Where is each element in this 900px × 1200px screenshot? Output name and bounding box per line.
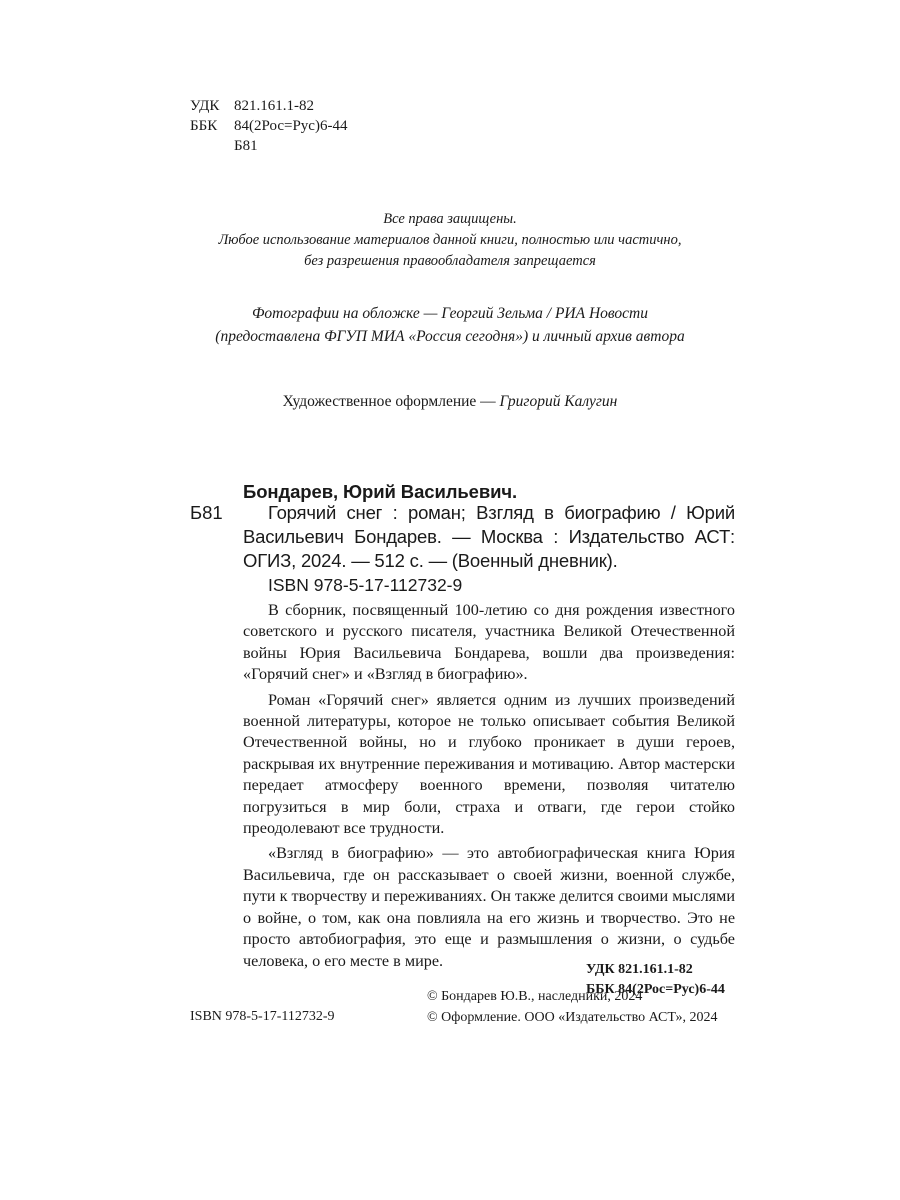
- bibliography-description: Горячий снег : роман; Взгляд в биографию / Юрий Васильевич Бондарев. — Москва : Издательство АСТ: ОГИЗ, 2024. — 512 с. — (Военный дневник).: [243, 502, 735, 571]
- design-credit: [190, 391, 710, 413]
- annotation-paragraph-3: «Взгляд в биографию» — это автобиографическая книга Юрия Васильевича, где он рассказывает о своей жизни, военной службе, пути к творчеству и переживаниях. Он также делится своими мыслями о войне, о том, как она повлияла на его жизнь и творчество. Это не просто автобиография, это еще и размышления о жизни, о судьбе человека, о его месте в мире.: [243, 844, 735, 970]
- author-mark-row: [190, 136, 347, 156]
- design-credit-label: Художественное оформление —: [282, 393, 500, 410]
- photo-credits-line-2: (предоставлена ФГУП МИА «Россия сегодня») и личный архив автора: [215, 328, 685, 345]
- photo-credits: [190, 302, 710, 348]
- bbk-value: 84(2Рос=Рус)6-44: [234, 118, 348, 134]
- photo-credits-line-1: Фотографии на обложке — Георгий Зельма / РИА Новости: [251, 305, 649, 322]
- udk-bottom: УДК 821.161.1-82: [586, 962, 693, 977]
- annotation-paragraph-1: В сборник, посвященный 100-летию со дня рождения известного советского и русского писателя, участника Великой Отечественной войны Юрия Васильевича Бондарева, вошли два произведения: «Горячий снег» и «Взгляд в биографию».: [243, 601, 735, 684]
- annotation-paragraph-2: Роман «Горячий снег» является одним из лучших произведений военной литературы, которое не только описывает события Великой Отечественной войны, но и глубоко проникает в души героев, раскрывая их внутренние переживания и мотивацию. Автор мастерски передает атмосферу военного времени, позволяя читателю погрузиться в мир боли, страха и отваги, где герои стойко преодолевают все трудности.: [243, 690, 735, 838]
- copyright-publisher: © Оформление. ООО «Издательство АСТ», 2024: [427, 1010, 718, 1025]
- bibliography-code: Б81: [190, 502, 223, 523]
- annotation: [243, 600, 735, 976]
- classification-block-top: [190, 96, 347, 156]
- bbk-label: ББК: [190, 118, 218, 134]
- udk-value: 821.161.1-82: [234, 98, 314, 114]
- bbk-bottom: ББК 84(2Рос=Рус)6-44: [586, 982, 725, 997]
- udk-row: [190, 96, 347, 116]
- rights-line-1: Все права защищены.: [383, 211, 517, 227]
- rights-line-3: без разрешения правообладателя запрещается: [304, 253, 596, 269]
- copyright-block: [427, 986, 718, 1028]
- udk-label: УДК: [190, 98, 220, 114]
- author-mark: Б81: [234, 138, 258, 154]
- bibliography-author: Бондарев, Юрий Васильевич.: [243, 481, 518, 502]
- copyright-author: © Бондарев Ю.В., наследники, 2024: [427, 989, 643, 1004]
- bibliography-isbn: ISBN 978-5-17-112732-9: [268, 575, 463, 595]
- design-credit-name: Григорий Калугин: [499, 393, 618, 410]
- rights-notice: [190, 209, 710, 272]
- footer-isbn: ISBN 978-5-17-112732-9: [190, 1009, 335, 1024]
- rights-line-2: Любое использование материалов данной книги, полностью или частично,: [218, 232, 682, 248]
- bbk-row: [190, 116, 347, 136]
